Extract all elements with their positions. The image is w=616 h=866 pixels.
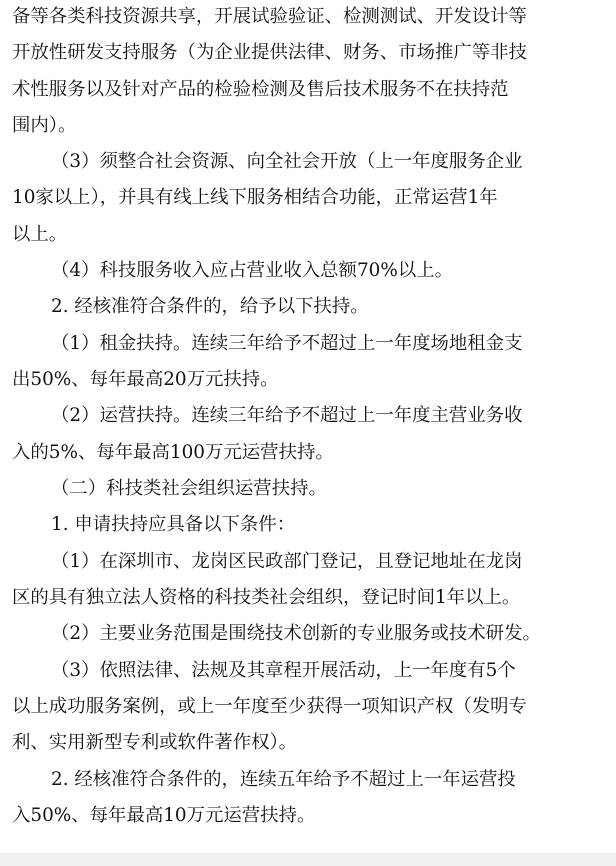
text-line-10: （1）租金扶持。连续三年给予不超过上一年度场地租金支 bbox=[51, 333, 523, 354]
text-line-16: （1）在深圳市、龙岗区民政部门登记，且登记地址在龙岗 bbox=[51, 551, 523, 572]
text-line-12: （2）运营扶持。连续三年给予不超过上一年度主营业务收 bbox=[51, 405, 523, 426]
text-line-19: （3）依照法律、法规及其章程开展活动，上一年度有5个 bbox=[51, 660, 516, 681]
text-line-14: （二）科技类社会组织运营扶持。 bbox=[51, 478, 327, 499]
text-line-17: 区的具有独立法人资格的科技类社会组织，登记时间1年以上。 bbox=[12, 587, 521, 608]
text-line-6: 10家以上），并具有线上线下服务相结合功能，正常运营1年 bbox=[12, 187, 498, 208]
text-line-22: 2. 经核准符合条件的，连续五年给予不超过上一年运营投 bbox=[51, 769, 516, 790]
text-line-21: 利、实用新型专利或软件著作权）。 bbox=[12, 732, 298, 753]
text-line-23: 入50%、每年最高10万元运营扶持。 bbox=[12, 805, 316, 826]
text-line-8: （4）科技服务收入应占营业收入总额70%以上。 bbox=[51, 260, 453, 281]
text-line-20: 以上成功服务案例，或上一年度至少获得一项知识产权（发明专 bbox=[12, 696, 527, 717]
text-line-4: 围内）。 bbox=[12, 115, 77, 136]
text-line-7: 以上。 bbox=[12, 224, 68, 245]
text-line-3: 术性服务以及针对产品的检验检测及售后技术服务不在扶持范 bbox=[12, 79, 509, 100]
text-line-2: 开放性研发支持服务（为企业提供法律、财务、市场推广等非技 bbox=[12, 42, 527, 63]
text-line-9: 2. 经核准符合条件的，给予以下扶持。 bbox=[51, 296, 369, 317]
page-bottom-strip bbox=[0, 853, 616, 866]
text-line-15: 1. 申请扶持应具备以下条件： bbox=[51, 514, 296, 535]
text-line-1: 备等各类科技资源共享，开展试验验证、检测测试、开发设计等 bbox=[12, 6, 527, 27]
text-line-13: 入的5%、每年最高100万元运营扶持。 bbox=[12, 442, 334, 463]
text-line-18: （2）主要业务范围是围绕技术创新的专业服务或技术研发。 bbox=[51, 623, 541, 644]
text-line-11: 出50%、每年最高20万元扶持。 bbox=[12, 369, 279, 390]
text-line-5: （3）须整合社会资源、向全社会开放（上一年度服务企业 bbox=[51, 151, 523, 172]
